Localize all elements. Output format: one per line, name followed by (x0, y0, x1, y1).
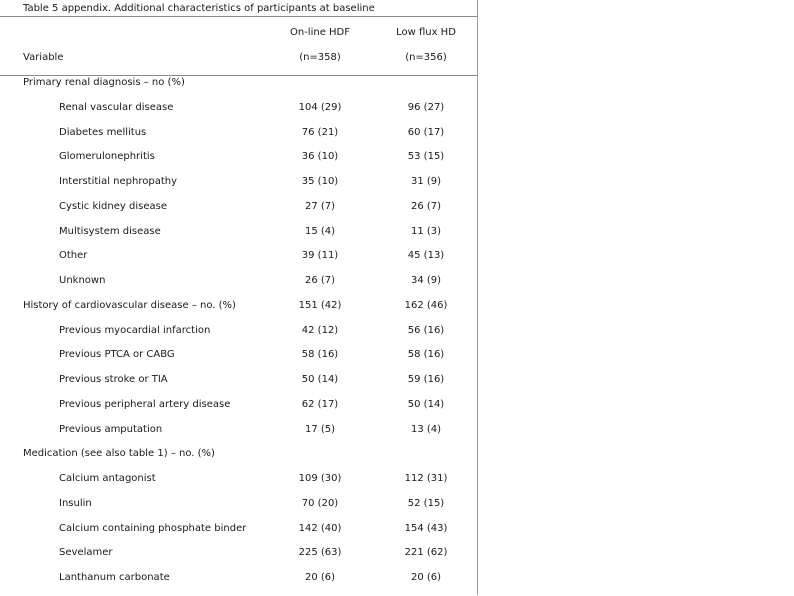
value-online-hdf: 36 (10) (301, 151, 339, 163)
value-online-hdf: 58 (16) (301, 349, 339, 361)
value-online-hdf: 225 (63) (298, 547, 342, 559)
row-label: Calcium antagonist (59, 473, 156, 484)
column-header-variable: Variable (23, 52, 64, 63)
row-label: Previous stroke or TIA (59, 374, 168, 385)
value-online-hdf: 151 (42) (298, 299, 342, 311)
value-online-hdf: 50 (14) (301, 374, 339, 385)
table-row (0, 175, 478, 200)
value-low-flux-hd: 58 (16) (407, 349, 445, 361)
value-low-flux-hd: 221 (62) (404, 547, 448, 559)
value-online-hdf: 26 (7) (304, 275, 336, 286)
row-label: Primary renal diagnosis – no (%) (23, 77, 185, 88)
value-low-flux-hd: 56 (16) (407, 324, 445, 336)
column-n-online-hdf: (n=358) (299, 52, 341, 63)
value-low-flux-hd: 52 (15) (407, 497, 445, 509)
row-label: Multisystem disease (59, 225, 161, 237)
value-low-flux-hd: 11 (3) (410, 225, 442, 237)
value-low-flux-hd: 50 (14) (407, 398, 445, 410)
value-online-hdf: 27 (7) (304, 200, 336, 212)
table-row (0, 348, 478, 373)
table-row (0, 373, 478, 398)
table-row (0, 200, 478, 225)
row-label: Previous myocardial infarction (59, 324, 211, 336)
value-low-flux-hd: 96 (27) (407, 101, 445, 113)
table-row (0, 126, 478, 151)
table-row (0, 101, 478, 126)
column-header-online-hdf: On-line HDF (289, 27, 350, 38)
value-online-hdf: 17 (5) (304, 423, 336, 435)
table-row (0, 522, 478, 547)
value-online-hdf: 15 (4) (304, 225, 336, 237)
table-section-row (0, 447, 478, 472)
table-row (0, 497, 478, 522)
row-label: Glomerulonephritis (59, 151, 155, 163)
row-label: Medication (see also table 1) – no. (%) (23, 448, 215, 460)
value-low-flux-hd: 154 (43) (404, 522, 448, 534)
value-low-flux-hd: 162 (46) (404, 299, 448, 311)
value-low-flux-hd: 13 (4) (410, 423, 442, 435)
row-label: Previous peripheral artery disease (59, 398, 231, 410)
table-section-row (0, 76, 478, 101)
top-rule (0, 16, 478, 17)
row-label: Renal vascular disease (59, 101, 174, 113)
value-low-flux-hd: 112 (31) (404, 473, 448, 484)
row-label: Lanthanum carbonate (59, 572, 170, 583)
value-online-hdf: 62 (17) (301, 398, 339, 410)
table-row (0, 546, 478, 571)
column-n-low-flux-hd: (n=356) (405, 52, 447, 63)
value-online-hdf: 76 (21) (301, 126, 339, 138)
row-label: Sevelamer (59, 547, 113, 559)
row-label: Unknown (59, 275, 106, 286)
value-online-hdf: 70 (20) (301, 497, 339, 509)
table-row (0, 249, 478, 274)
table-row (0, 472, 478, 497)
value-low-flux-hd: 45 (13) (407, 250, 445, 262)
table-row (0, 398, 478, 423)
table-section-row (0, 299, 478, 324)
value-online-hdf: 20 (6) (304, 572, 336, 583)
table-body (0, 76, 478, 596)
table-row (0, 225, 478, 250)
row-label: Diabetes mellitus (59, 126, 147, 138)
value-low-flux-hd: 59 (16) (407, 374, 445, 385)
value-online-hdf: 142 (40) (298, 522, 342, 534)
row-label: Previous PTCA or CABG (59, 349, 175, 361)
row-label: History of cardiovascular disease – no. (%) (23, 299, 236, 311)
value-online-hdf: 39 (11) (301, 250, 339, 262)
value-low-flux-hd: 60 (17) (407, 126, 445, 138)
row-label: Cystic kidney disease (59, 200, 167, 212)
value-online-hdf: 109 (30) (298, 473, 342, 484)
value-low-flux-hd: 26 (7) (410, 200, 442, 212)
table-caption: Table 5 appendix. Additional characteristics of participants at baseline (23, 3, 375, 14)
value-online-hdf: 35 (10) (301, 176, 339, 187)
value-low-flux-hd: 53 (15) (407, 151, 445, 163)
row-label: Insulin (59, 497, 92, 509)
row-label: Previous amputation (59, 423, 163, 435)
table-row (0, 324, 478, 349)
table-row (0, 571, 478, 596)
value-online-hdf: 42 (12) (301, 324, 339, 336)
row-label: Interstitial nephropathy (59, 176, 178, 187)
value-low-flux-hd: 20 (6) (410, 572, 442, 583)
value-online-hdf: 104 (29) (298, 101, 342, 113)
column-header-low-flux-hd: Low flux HD (396, 27, 456, 38)
row-label: Other (59, 250, 88, 262)
table-row (0, 423, 478, 448)
row-label: Calcium containing phosphate binder (59, 522, 247, 534)
value-low-flux-hd: 31 (9) (410, 176, 442, 187)
table-row (0, 150, 478, 175)
table-row (0, 274, 478, 299)
value-low-flux-hd: 34 (9) (410, 275, 442, 286)
